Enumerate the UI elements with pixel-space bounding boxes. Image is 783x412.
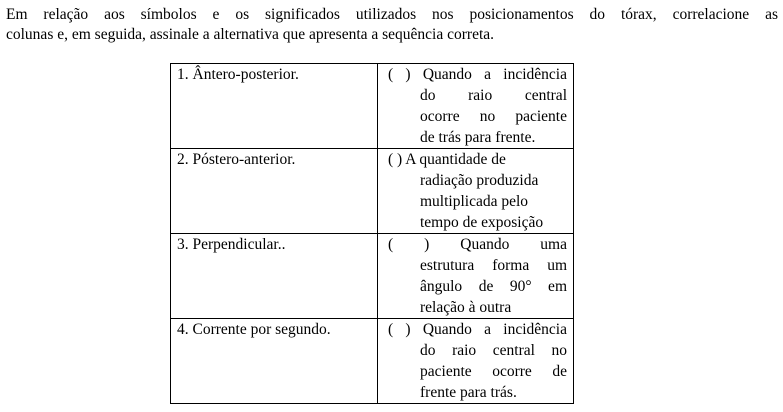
definition-line: tempo de exposição	[420, 214, 544, 231]
question-line-1: Em relação aos símbolos e os significados utilizados nos posicionamentos do tórax, correlacione as	[6, 6, 778, 23]
definition-line-with-blank: ( ) Quando a incidência	[388, 66, 567, 83]
table-row	[171, 319, 574, 404]
question-line-2: colunas e, em seguida, assinale a alternativa que apresenta a sequência correta.	[6, 26, 495, 43]
definition-cell	[378, 234, 574, 319]
table-row	[171, 234, 574, 319]
definition-line: ângulo de 90° em	[420, 278, 567, 295]
definition-line: radiação produzida	[420, 172, 539, 189]
definition-line: estrutura forma um	[420, 257, 567, 274]
definition-line-with-blank: ( ) Quando a incidência	[388, 321, 567, 338]
question-statement	[6, 5, 778, 45]
definition-cell	[378, 149, 574, 234]
table-row	[171, 149, 574, 234]
matching-table	[170, 63, 574, 404]
term-cell: 4. Corrente por segundo.	[171, 319, 378, 404]
definition-line-with-blank: ( ) A quantidade de	[388, 151, 506, 168]
term-cell: 3. Perpendicular..	[171, 234, 378, 319]
term-cell: 1. Ântero-posterior.	[171, 64, 378, 149]
term-cell: 2. Póstero-anterior.	[171, 149, 378, 234]
definition-cell	[378, 64, 574, 149]
definition-line: multiplicada pelo	[420, 193, 529, 210]
definition-line: ocorre no paciente	[420, 108, 567, 125]
definition-line: frente para trás.	[420, 384, 517, 401]
definition-cell	[378, 319, 574, 404]
definition-line: relação à outra	[420, 299, 512, 316]
definition-line-with-blank: ( ) Quando uma	[388, 236, 567, 253]
definition-line: do raio central no	[420, 342, 567, 359]
definition-line: de trás para frente.	[420, 129, 536, 146]
table-row	[171, 64, 574, 149]
definition-line: do raio central	[420, 87, 567, 104]
definition-line: paciente ocorre de	[420, 363, 567, 380]
